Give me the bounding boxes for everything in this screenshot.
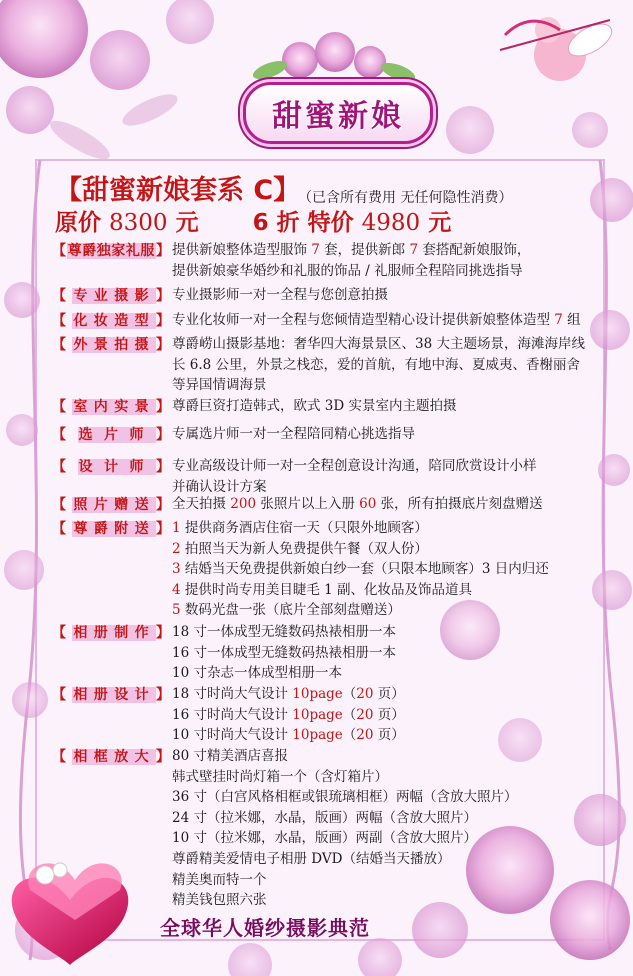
special-price-unit: 元 xyxy=(428,210,452,236)
section-line: 提供新娘整体造型服饰 7 套，提供新郎 7 套搭配新娘服饰， xyxy=(172,242,531,258)
section-line: 提供新娘豪华婚纱和礼服的饰品 / 礼服师全程陪同挑选指导 xyxy=(172,262,523,279)
package-note: （已含所有费用 无任何隐性消费） xyxy=(298,190,513,206)
section-line: 16 寸时尚大气设计 10page（20 页） xyxy=(172,706,405,723)
section-label: 【设计师】 xyxy=(52,459,170,475)
section-label: 【专业摄影】 xyxy=(52,288,171,304)
highlight-number: 20 xyxy=(356,706,374,723)
highlight-number: 10page xyxy=(292,706,343,723)
package-title: 【甜蜜新娘套系 C】 xyxy=(55,175,301,206)
section-label-text: 相册设计 xyxy=(73,687,156,703)
section-label-text: 尊爵附送 xyxy=(73,521,156,537)
section-label: 【相册制作】 xyxy=(52,625,171,641)
footer-slogan: 全球华人婚纱摄影典范 xyxy=(160,916,370,940)
section-line: 36 寸（白宫风格相框或银琉璃相框）两幅（含放大照片） xyxy=(172,789,518,806)
section-line: 2 拍照当天为新人免费提供午餐（双人份） xyxy=(172,540,428,557)
section-label-text: 相框放大 xyxy=(73,749,156,765)
section-label: 【外景拍摄】 xyxy=(52,337,171,353)
section-line: 全天拍摄 200 张照片以上入册 60 张，所有拍摄底片刻盘赠送 xyxy=(172,496,543,512)
section-line: 专业化妆师一对一全程与您倾情造型精心设计提供新娘整体造型 7 组 xyxy=(172,312,581,328)
highlight-number: 200 xyxy=(230,496,257,512)
special-price-label: 特价 xyxy=(307,210,354,236)
highlight-number: 10page xyxy=(292,686,343,702)
section-lines xyxy=(172,310,633,331)
section-lines xyxy=(172,684,633,746)
highlight-number: 20 xyxy=(356,727,374,744)
section-label-text: 设计师 xyxy=(78,459,155,475)
section-label-text: 照片赠送 xyxy=(73,497,156,513)
section-lines xyxy=(172,285,633,306)
section-label: 【相册设计】 xyxy=(52,687,171,703)
original-price-unit: 元 xyxy=(175,210,199,236)
section-label: 【尊爵附送】 xyxy=(52,521,171,537)
section-line: 10 寸杂志一体成型相册一本 xyxy=(172,665,342,682)
banner-title: 甜蜜新娘 xyxy=(272,99,404,134)
section-lines xyxy=(172,424,633,445)
section-label-text: 尊爵独家礼服 xyxy=(67,243,156,259)
section-lines xyxy=(172,746,633,911)
section-line: 专属选片师一对一全程陪同精心挑选指导 xyxy=(172,426,415,442)
section-label: 【尊爵独家礼服】 xyxy=(52,243,171,259)
section-line: 80 寸精美酒店喜报 xyxy=(172,748,288,764)
price-line xyxy=(55,204,451,237)
highlight-number: 2 xyxy=(172,540,181,557)
section-lines xyxy=(172,456,633,497)
section-label-text: 专业摄影 xyxy=(73,288,156,304)
section-label: 【化妆造型】 xyxy=(52,313,171,329)
section-line: 4 提供时尚专用美目睫毛 1 副、化妆品及饰品道具 xyxy=(172,581,473,598)
section-line: 等异国情调海景 xyxy=(172,377,267,394)
section-line: 长 6.8 公里，外景之栈恋，爱的首航，有地中海、夏威夷、香榭丽舍 xyxy=(172,356,581,373)
section-label: 【室内实景】 xyxy=(52,399,171,415)
section-label: 【选片师】 xyxy=(52,427,170,443)
section-line: 3 结婚当天免费提供新娘白纱一套（只限本地顾客）3 日内归还 xyxy=(172,561,549,578)
section-label: 【照片赠送】 xyxy=(52,497,171,513)
section-line: 16 寸一体成型无缝数码热裱相册一本 xyxy=(172,644,396,661)
highlight-number: 20 xyxy=(356,686,374,702)
original-price-value: 8300 xyxy=(109,210,168,236)
section-line: 18 寸时尚大气设计 10page（20 页） xyxy=(172,686,405,702)
section-label-text: 选片师 xyxy=(78,427,155,443)
section-label-text: 外景拍摄 xyxy=(73,337,156,353)
section-lines xyxy=(172,240,633,281)
highlight-number: 7 xyxy=(554,312,563,328)
highlight-number: 5 xyxy=(172,602,181,619)
section-label: 【相框放大】 xyxy=(52,749,171,765)
highlight-number: 7 xyxy=(409,242,419,258)
section-line: 精美奥而特一个 xyxy=(172,871,267,888)
section-line: 韩式壁挂时尚灯箱一个（含灯箱片） xyxy=(172,768,388,785)
highlight-number: 1 xyxy=(172,520,181,536)
section-line: 精美钱包照六张 xyxy=(172,892,267,909)
highlight-number: 7 xyxy=(311,242,320,258)
section-line: 尊爵巨资打造韩式，欧式 3D 实景室内主题拍摄 xyxy=(172,398,457,414)
highlight-number: 60 xyxy=(359,496,377,512)
section-lines xyxy=(172,518,633,621)
highlight-number: 4 xyxy=(172,581,181,598)
section-line: 10 寸（拉米娜，水晶，版画）两副（含放大照片） xyxy=(172,830,477,847)
special-price-value: 4980 xyxy=(361,210,421,236)
section-line: 18 寸一体成型无缝数码热裱相册一本 xyxy=(172,624,396,640)
section-line: 尊爵精美爱情电子相册 DVD（结婚当天播放） xyxy=(172,850,451,867)
discount: 6 折 xyxy=(252,210,300,236)
section-lines xyxy=(172,334,633,396)
title-banner xyxy=(243,82,433,144)
original-price-label: 原价 xyxy=(55,210,101,236)
highlight-number: 10page xyxy=(292,727,343,744)
highlight-number: 3 xyxy=(172,561,181,578)
section-line: 24 寸（拉米娜，水晶，版画）两幅（含放大照片） xyxy=(172,809,477,826)
section-line: 1 提供商务酒店住宿一天（只限外地顾客） xyxy=(172,520,428,536)
section-label-text: 相册制作 xyxy=(73,625,156,641)
section-line: 5 数码光盘一张（底片全部刻盘赠送） xyxy=(172,602,401,619)
section-line: 并确认设计方案 xyxy=(172,478,267,495)
section-line: 专业高级设计师一对一全程创意设计沟通，陪同欣赏设计小样 xyxy=(172,458,537,474)
section-lines xyxy=(172,396,633,417)
section-lines xyxy=(172,622,633,684)
section-label-text: 室内实景 xyxy=(73,399,156,415)
section-line: 尊爵崂山摄影基地：奢华四大海景景区、38 大主题场景，海滩海岸线 xyxy=(172,336,585,352)
section-line: 10 寸时尚大气设计 10page（20 页） xyxy=(172,727,405,744)
section-lines xyxy=(172,494,633,515)
section-line: 专业摄影师一对一全程与您创意拍摄 xyxy=(172,287,388,303)
section-label-text: 化妆造型 xyxy=(73,313,156,329)
